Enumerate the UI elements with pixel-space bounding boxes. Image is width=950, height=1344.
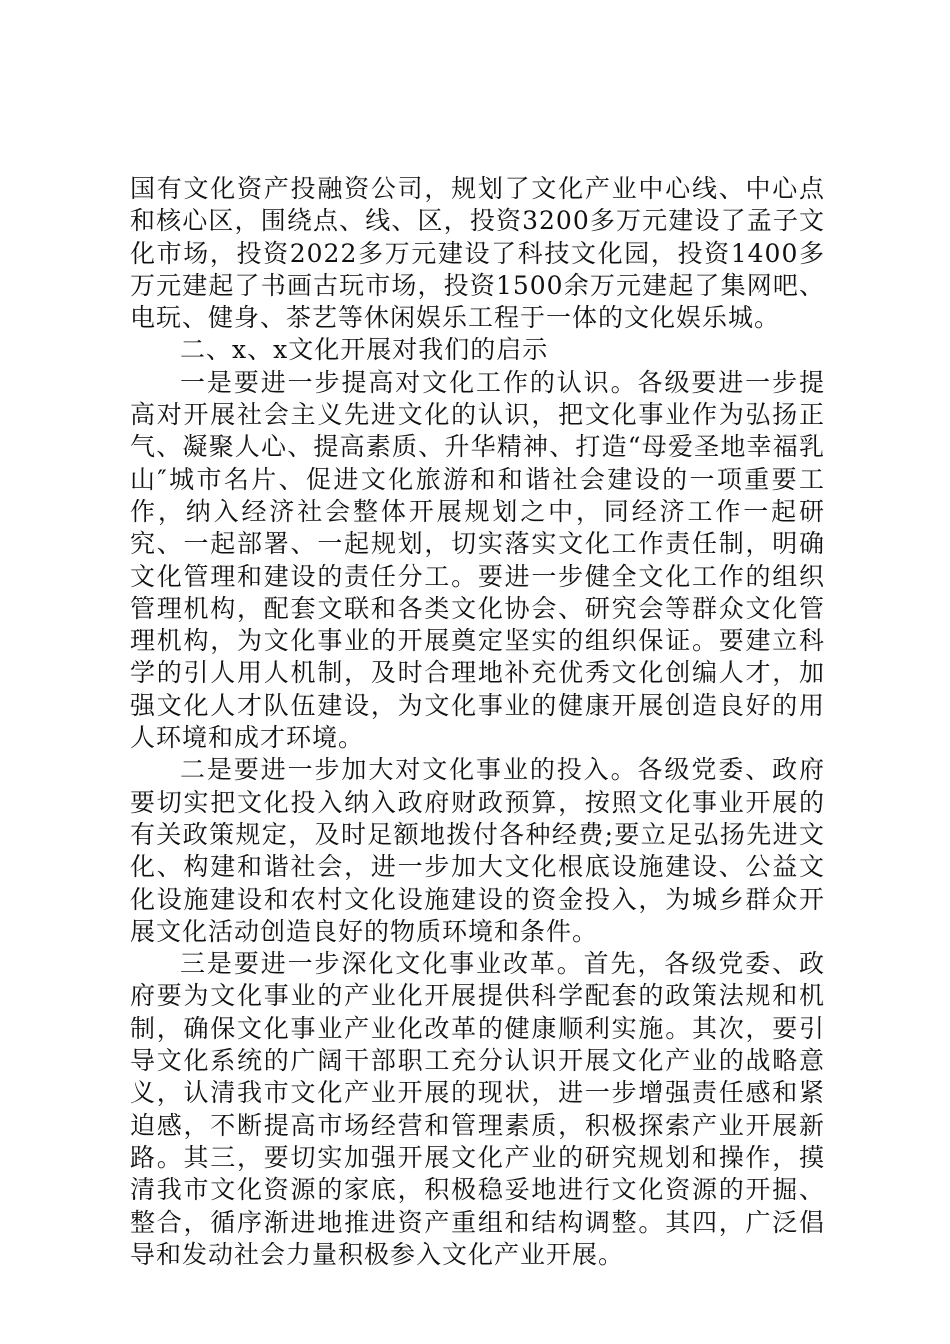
section-heading: 二、x、x文化开展对我们的启示 [180,335,549,365]
paragraph-point-three: 三是要进一步深化文化事业改革。首先，各级党委、政府要为文化事业的产业化开展提供科学配套的政策法规和机制，确保文化事业产业化改革的健康顺利实施。其次，要引导文化系统的广阔干部职工充分认识开展文化产业的战略意义，认清我市文化产业开展的现状，进一步增强责任感和紧迫感，不断提高市场经营和管理素质，积极探索产业开展新路。其三，要切实加强开展文化产业的研究规划和操作，摸清我市文化资源的家底，积极稳妥地进行文化资源的开掘、整合，循序渐进地推进资产重组和结构调整。其四，广泛倡导和发动社会力量积极参入文化产业开展。 [130,949,825,1269]
paragraph-point-two: 二是要进一步加大对文化事业的投入。各级党委、政府要切实把文化投入纳入政府财政预算，按照文化事业开展的有关政策规定，及时足额地拨付各种经费;要立足弘扬先进文化、构建和谐社会，进一步加大文化根底设施建设、公益文化设施建设和农村文化设施建设的资金投入，为城乡群众开展文化活动创造良好的物质环境和条件。 [130,755,825,946]
paragraph-point-one: 一是要进一步提高对文化工作的认识。各级要进一步提高对开展社会主义先进文化的认识，把文化事业作为弘扬正气、凝聚人心、提高素质、升华精神、打造“母爱圣地幸福乳山″城市名片、促进文化旅游和和谐社会建设的一项重要工作，纳入经济社会整体开展规划之中，同经济工作一起研究、一起部署、一起规划，切实落实文化工作责任制，明确文化管理和建设的责任分工。要进一步健全文化工作的组织管理机构，配套文联和各类文化协会、研究会等群众文化管理机构，为文化事业的开展奠定坚实的组织保证。要建立科学的引人用人机制，及时合理地补充优秀文化创编人才，加强文化人才队伍建设，为文化事业的健康开展创造良好的用人环境和成才环境。 [130,367,825,753]
paragraph-continuation: 国有文化资产投融资公司，规划了文化产业中心线、中心点和核心区，围绕点、线、区，投资3200多万元建设了孟子文化市场，投资2022多万元建设了科技文化园，投资1400多万元建起了书画古玩市场，投资1500余万元建起了集网吧、电玩、健身、茶艺等休闲娱乐工程于一体的文化娱乐城。 [130,174,825,333]
document-body [130,173,825,1271]
